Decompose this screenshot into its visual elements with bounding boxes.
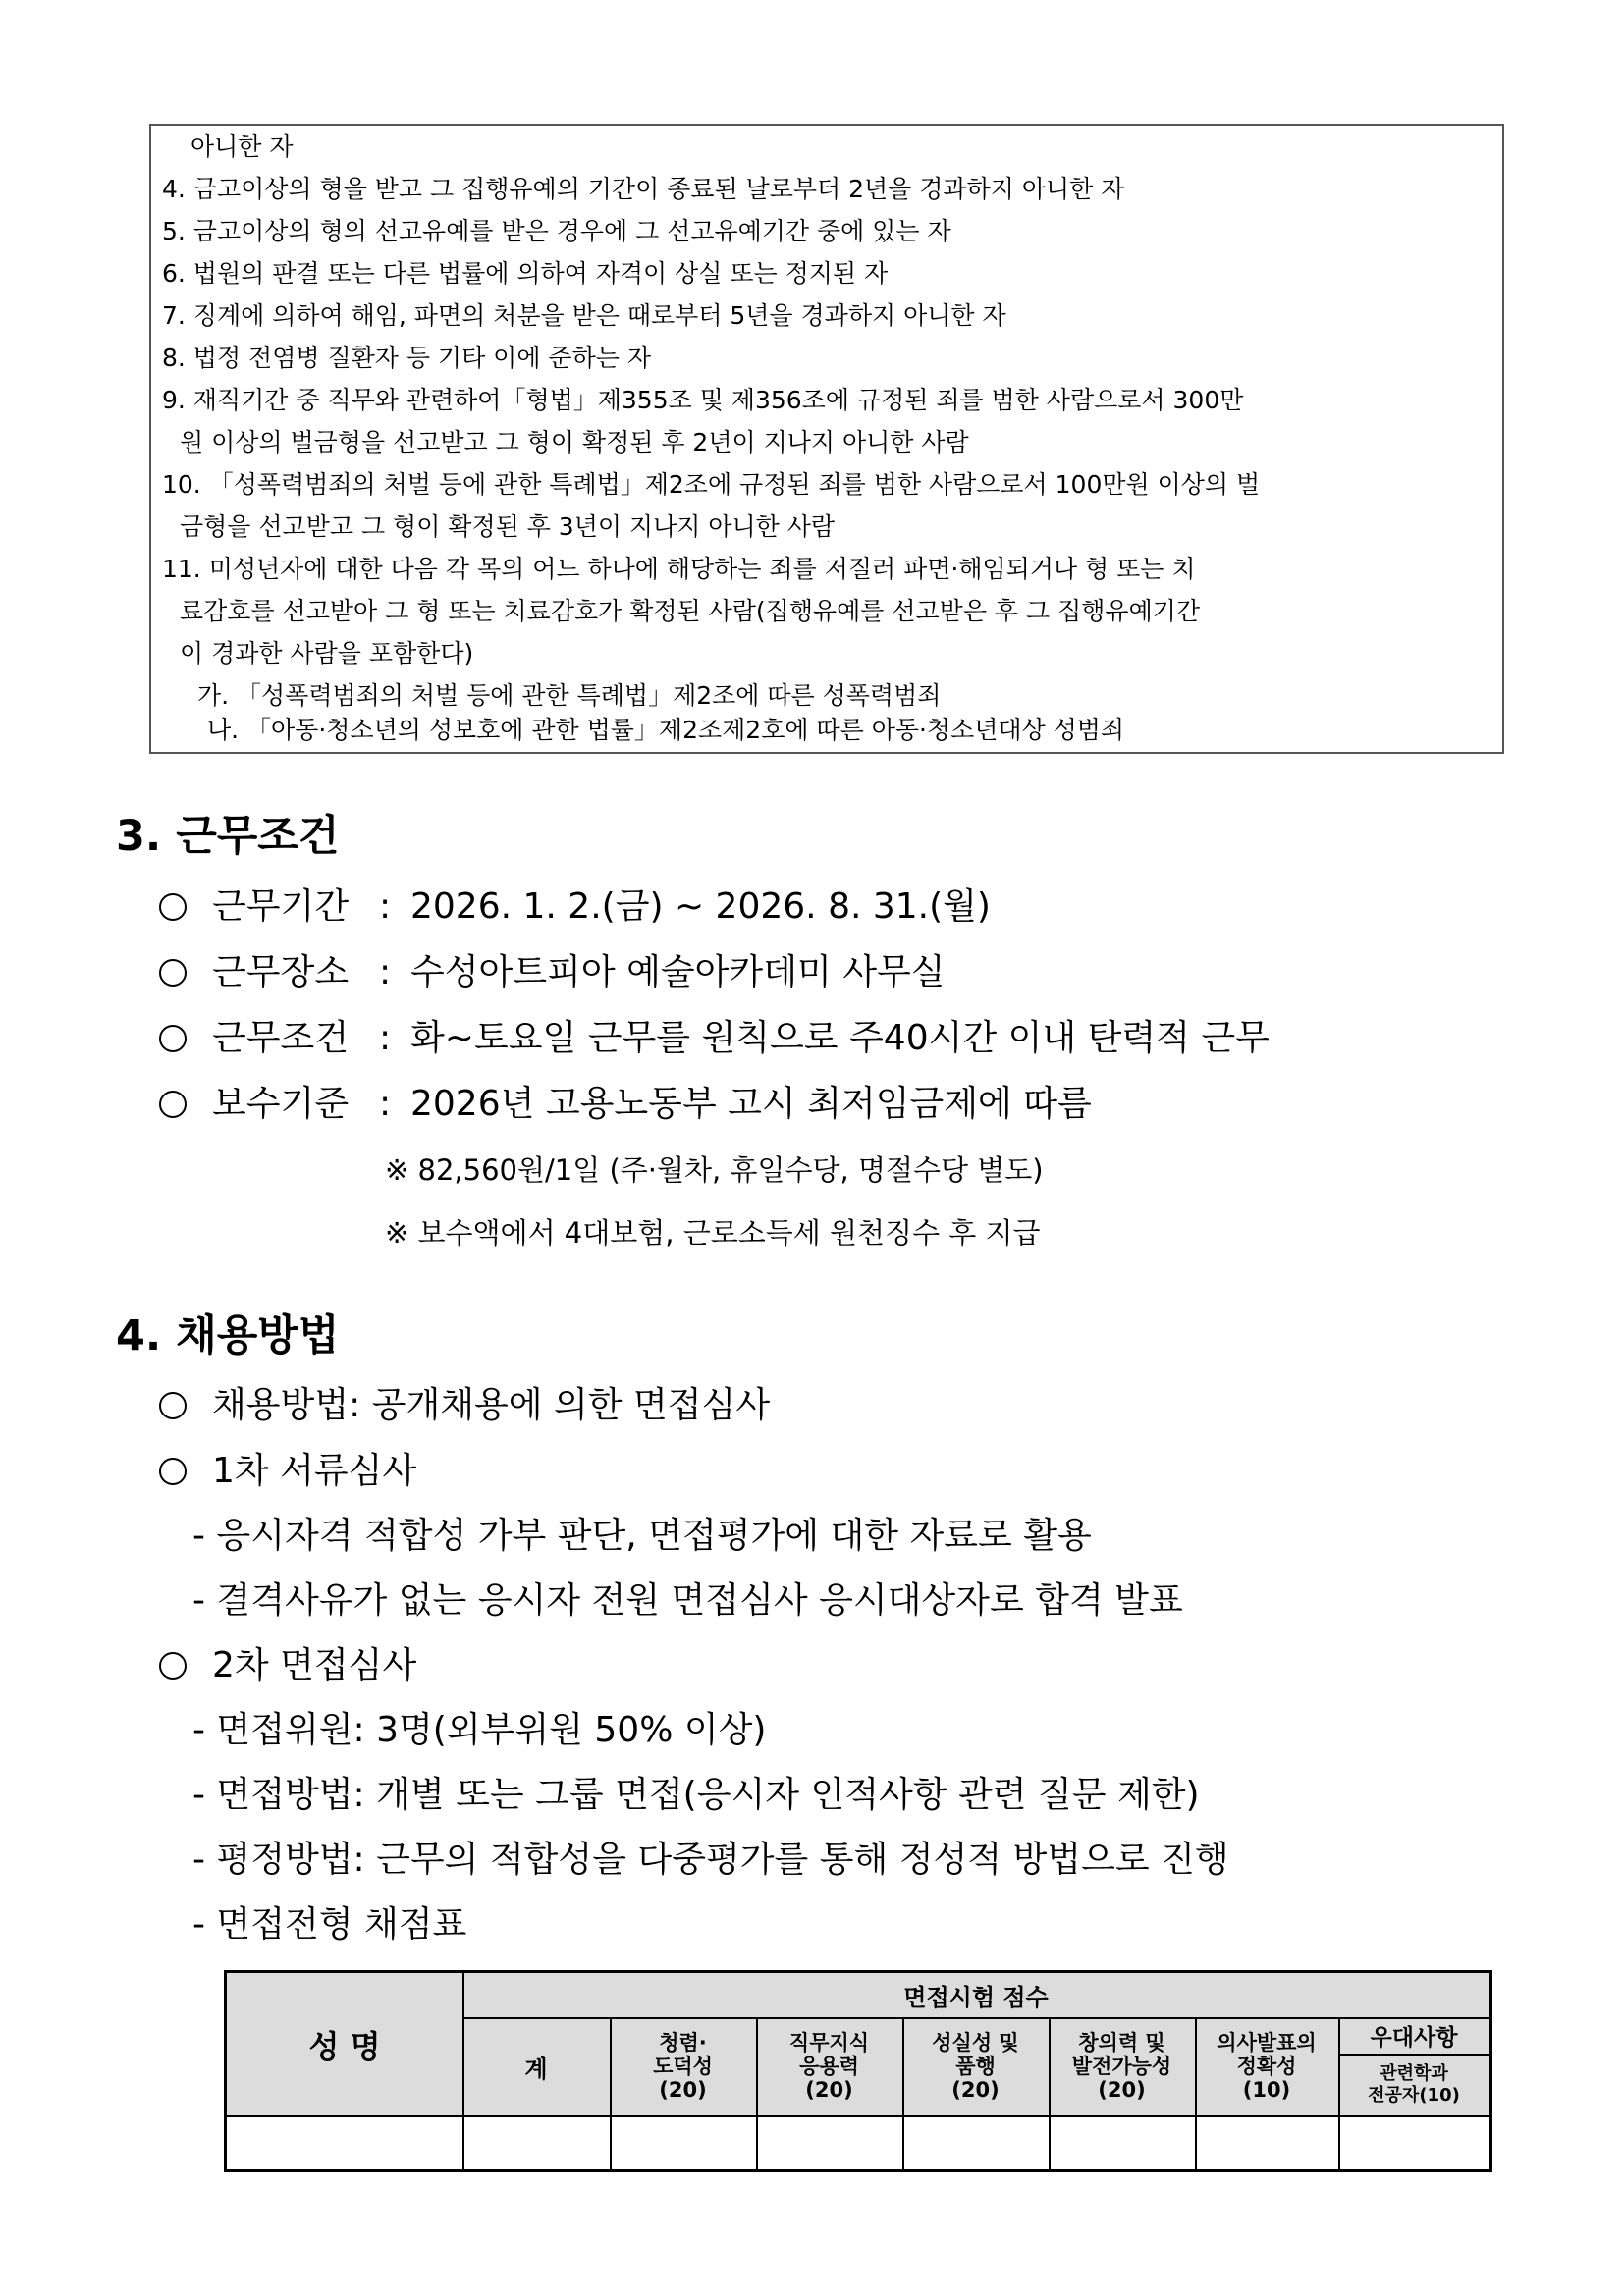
list-item: 7. 징계에 의하여 해임, 파면의 처분을 받은 때로부터 5년을 경과하지 아니한 자 bbox=[162, 301, 1006, 330]
list-line: 료감호를 선고받아 그 형 또는 치료감호가 확정된 사람(집행유예를 선고받은 후 그 집행유예기간 bbox=[180, 597, 1201, 625]
job-knowledge-column-header: 직무지식 응용력 (20) bbox=[788, 2031, 870, 2102]
job-knowledge-score-cell[interactable] bbox=[756, 2117, 902, 2169]
item-value: 화~토요일 근무를 원칙으로 주40시간 이내 탄력적 근무 bbox=[410, 1018, 1270, 1058]
total-column-header: 계 bbox=[524, 2055, 548, 2083]
stage2-detail: - 평정방법: 근무의 적합성을 다중평가를 통해 정성적 방법으로 진행 bbox=[192, 1840, 1229, 1880]
stage-title: 1차 서류심사 bbox=[212, 1451, 417, 1491]
sincerity-column-header: 성실성 및 품행 (20) bbox=[932, 2031, 1019, 2102]
circle-bullet-icon bbox=[159, 893, 187, 921]
creativity-score-cell[interactable] bbox=[1049, 2117, 1195, 2169]
item-label: 근무장소 bbox=[212, 952, 350, 992]
item-label: 근무조건 bbox=[212, 1018, 350, 1058]
stage1-detail: - 응시자격 적합성 가부 판단, 면접평가에 대한 자료로 활용 bbox=[192, 1516, 1092, 1556]
circle-bullet-icon bbox=[159, 1025, 187, 1052]
sub-item: 가. 「성폭력범죄의 처벌 등에 관한 특례법」제2조에 따른 성폭력범죄 bbox=[197, 681, 942, 710]
name-input-cell[interactable] bbox=[227, 2117, 462, 2169]
item-separator: : bbox=[379, 1018, 392, 1058]
integrity-column-header: 청렴· 도덕성 (20) bbox=[653, 2031, 713, 2102]
list-line: 이 경과한 사람을 포함한다) bbox=[180, 639, 474, 667]
stage-title: 2차 면접심사 bbox=[212, 1645, 417, 1685]
interview-score-table bbox=[224, 1970, 1492, 2172]
stage2-detail: - 면접방법: 개별 또는 그룹 면접(응시자 인적사항 관련 질문 제한) bbox=[192, 1775, 1200, 1815]
list-item: 11. 미성년자에 대한 다음 각 목의 어느 하나에 해당하는 죄를 저질러 파면·해임되거나 형 또는 치 bbox=[162, 555, 1196, 583]
list-line: 원 이상의 벌금형을 선고받고 그 형이 확정된 후 2년이 지나지 아니한 사람 bbox=[180, 428, 969, 456]
section4-heading: 4. 채용방법 bbox=[116, 1311, 340, 1361]
sincerity-score-cell[interactable] bbox=[902, 2117, 1049, 2169]
sub-item: 나. 「아동·청소년의 성보호에 관한 법률」제2조제2호에 따른 아동·청소년대상 성범죄 bbox=[207, 716, 1125, 744]
item-label: 근무기간 bbox=[212, 886, 350, 927]
item-label: 보수기준 bbox=[212, 1084, 350, 1124]
pay-note: ※ 보수액에서 4대보험, 근로소득세 원천징수 후 지급 bbox=[385, 1216, 1041, 1250]
preference-subheader: 관련학과 전공자(10) bbox=[1368, 2062, 1460, 2106]
stage2-detail: - 면접전형 채점표 bbox=[192, 1904, 467, 1945]
item-separator: : bbox=[379, 1084, 392, 1124]
circle-bullet-icon bbox=[159, 959, 187, 987]
expression-column-header: 의사발표의 정확성 (10) bbox=[1217, 2031, 1317, 2102]
preference-score-cell[interactable] bbox=[1338, 2117, 1489, 2169]
circle-bullet-icon bbox=[159, 1458, 187, 1485]
circle-bullet-icon bbox=[159, 1392, 187, 1419]
list-item: 5. 금고이상의 형의 선고유예를 받은 경우에 그 선고유예기간 중에 있는 자 bbox=[162, 217, 951, 245]
item-value: 2026년 고용노동부 고시 최저임금제에 따름 bbox=[410, 1084, 1092, 1124]
list-item: 6. 법원의 판결 또는 다른 법률에 의하여 자격이 상실 또는 정지된 자 bbox=[162, 259, 889, 288]
creativity-column-header: 창의력 및 발전가능성 (20) bbox=[1071, 2031, 1172, 2102]
expression-score-cell[interactable] bbox=[1195, 2117, 1338, 2169]
circle-bullet-icon bbox=[159, 1091, 187, 1118]
list-item: 4. 금고이상의 형을 받고 그 집행유예의 기간이 종료된 날로부터 2년을 경과하지 아니한 자 bbox=[162, 175, 1125, 203]
name-header: 성 명 bbox=[308, 2027, 381, 2065]
pay-note: ※ 82,560원/1일 (주·월차, 휴일수당, 명절수당 별도) bbox=[385, 1153, 1044, 1187]
item-value: 수성아트피아 예술아카데미 사무실 bbox=[410, 952, 946, 992]
item-value: 2026. 1. 2.(금) ~ 2026. 8. 31.(월) bbox=[410, 886, 991, 927]
item-separator: : bbox=[379, 886, 392, 927]
integrity-score-cell[interactable] bbox=[610, 2117, 756, 2169]
disqualification-box bbox=[149, 124, 1504, 754]
stage2-detail: - 면접위원: 3명(외부위원 50% 이상) bbox=[192, 1710, 767, 1750]
list-item: 9. 재직기간 중 직무와 관련하여「형법」제355조 및 제356조에 규정된 죄를 범한 사람으로서 300만 bbox=[162, 386, 1244, 414]
section3-heading: 3. 근무조건 bbox=[116, 812, 340, 861]
list-line: 금형을 선고받고 그 형이 확정된 후 3년이 지나지 아니한 사람 bbox=[180, 512, 836, 541]
list-item: 10. 「성폭력범죄의 처벌 등에 관한 특례법」제2조에 규정된 죄를 범한 사람으로서 100만원 이상의 벌 bbox=[162, 470, 1261, 499]
item-separator: : bbox=[379, 952, 392, 992]
stage1-detail: - 결격사유가 없는 응시자 전원 면접심사 응시대상자로 합격 발표 bbox=[192, 1580, 1183, 1621]
circle-bullet-icon bbox=[159, 1652, 187, 1680]
list-item: 8. 법정 전염병 질환자 등 기타 이에 준하는 자 bbox=[162, 344, 651, 372]
total-score-cell[interactable] bbox=[462, 2117, 610, 2169]
item-text: 채용방법: 공개채용에 의한 면접심사 bbox=[212, 1385, 771, 1425]
preference-column-header: 우대사항 bbox=[1370, 2025, 1458, 2051]
list-line: 아니한 자 bbox=[190, 133, 294, 161]
score-group-header: 면접시험 점수 bbox=[903, 1984, 1049, 2011]
